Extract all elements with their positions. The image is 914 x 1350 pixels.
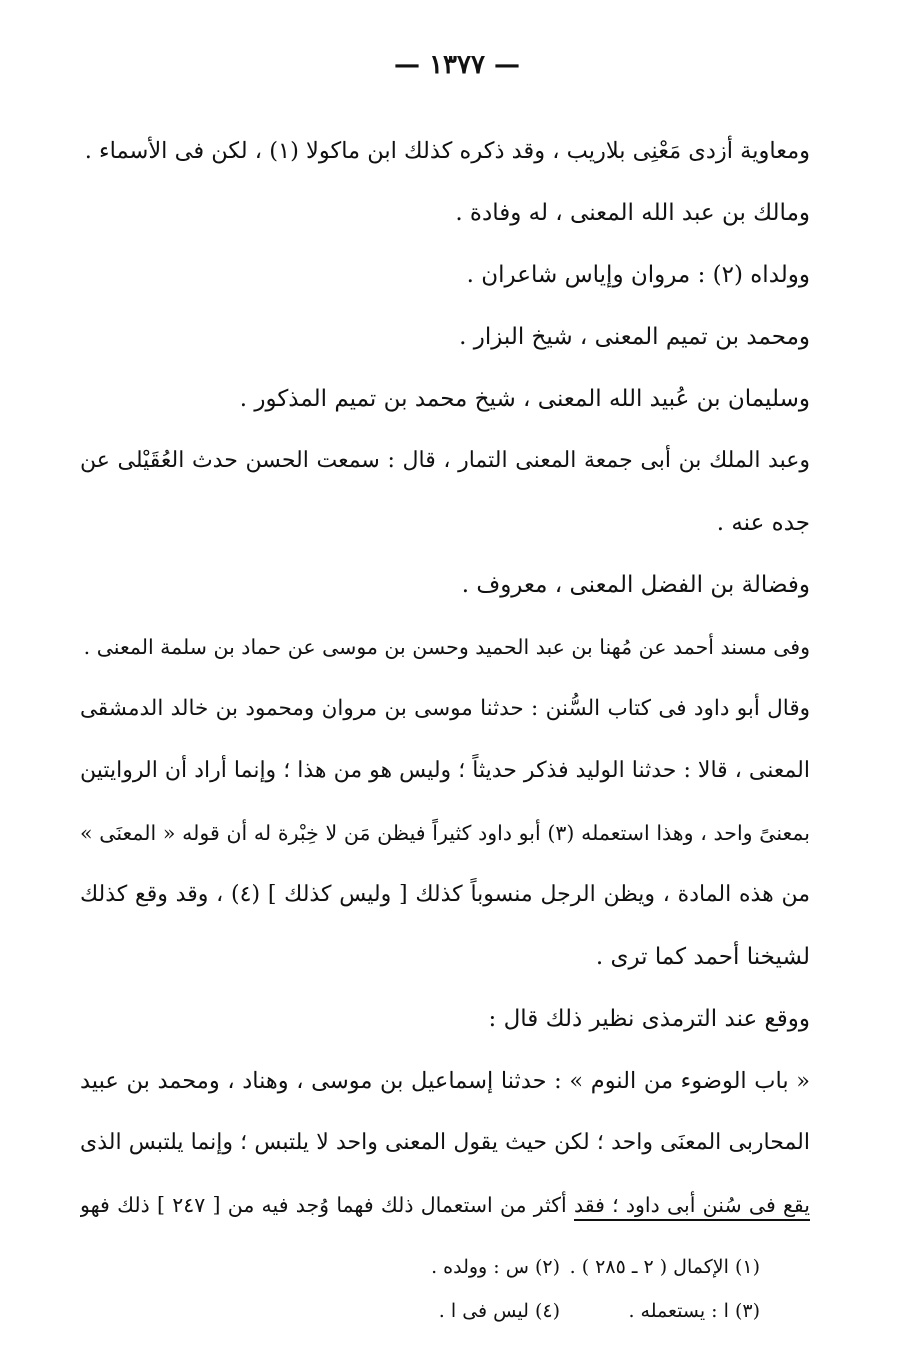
paragraph-muawiya: [80, 120, 810, 182]
text-line: ومعاوية أزدى مَعْنِى بلاريب ، وقد ذكره كذلك ابن ماكولا (١) ، لكن فى الأسماء .: [84, 138, 810, 164]
text-line: وولداه (٢) : مروان وإياس شاعران .: [466, 262, 810, 288]
text-line: لشيخنا أحمد كما ترى .: [595, 944, 810, 970]
text-line: وعبد الملك بن أبى جمعة المعنى التمار ، قال : سمعت الحسن حدث العُقَيْلى عن: [80, 448, 810, 473]
text-line: بمعنىً واحد ، وهذا استعمله (٣) أبو داود كثيراً فيظن مَن لا خِبْرة له أن قوله « المعنَى »: [80, 821, 810, 845]
paragraph-malik: [80, 182, 810, 244]
text-line: وقال أبو داود فى كتاب السُّنن : حدثنا موسى بن مروان ومحمود بن خالد الدمشقى: [80, 696, 810, 721]
paragraph-musnad: [80, 616, 810, 678]
paragraph-tirmidhi-intro: [80, 988, 810, 1050]
text-line: المعنى ، قالا : حدثنا الوليد فذكر حديثاً ؛ وليس هو من هذا ؛ وإنما أراد أن الروايتين: [80, 758, 810, 783]
footnote-3: (٣) ا : يستعمله .: [628, 1300, 760, 1322]
text-line: ومحمد بن تميم المعنى ، شيخ البزار .: [459, 324, 810, 350]
footnote-divider: [574, 1219, 810, 1221]
paragraph-abu-dawud: [80, 678, 810, 988]
paragraph-tirmidhi-quote: [80, 1050, 810, 1236]
paragraph-sulayman: [80, 368, 810, 430]
paragraph-muhammad-tamim: [80, 306, 810, 368]
footnote-row: [360, 1245, 760, 1289]
text-line: من هذه المادة ، ويظن الرجل منسوباً كذلك [ وليس كذلك ] (٤) ، وقد وقع كذلك: [80, 882, 810, 907]
text-line: جده عنه .: [716, 510, 810, 536]
footnote-2: (٢) س : وولده .: [431, 1256, 560, 1278]
text-line: يقع فى سُنن أبى داود ؛ فقد أكثر من استعمال ذلك فهما وُجد فيه من [ ٢٤٧ ] ذلك فهو: [80, 1193, 810, 1217]
paragraph-sons: [80, 244, 810, 306]
footnote-row: [360, 1289, 760, 1333]
paragraph-fadala: [80, 554, 810, 616]
text-line: ووقع عند الترمذى نظير ذلك قال :: [488, 1006, 810, 1032]
text-line: وفى مسند أحمد عن مُهنا بن عبد الحميد وحسن بن موسى عن حماد بن سلمة المعنى .: [83, 635, 810, 659]
footnote-1: (١) الإكمال ( ٢ ـ ٢٨٥ ) .: [569, 1256, 760, 1278]
text-line: وسليمان بن عُبيد الله المعنى ، شيخ محمد بن تميم المذكور .: [239, 386, 810, 412]
body-text: [80, 120, 810, 1236]
paragraph-abdulmalik: [80, 430, 810, 554]
footnote-4: (٤) ليس فى ا .: [438, 1300, 560, 1322]
page-number: — ١٣٧٧ —: [394, 50, 520, 80]
text-line: ومالك بن عبد الله المعنى ، له وفادة .: [455, 200, 810, 226]
text-line: وفضالة بن الفضل المعنى ، معروف .: [461, 572, 810, 598]
text-line: المحاربى المعنَى واحد ؛ لكن حيث يقول المعنى واحد لا يلتبس ؛ وإنما يلتبس الذى: [80, 1130, 810, 1155]
footnotes: [360, 1245, 760, 1333]
text-line: « باب الوضوء من النوم » : حدثنا إسماعيل بن موسى ، وهناد ، ومحمد بن عبيد: [80, 1068, 810, 1094]
